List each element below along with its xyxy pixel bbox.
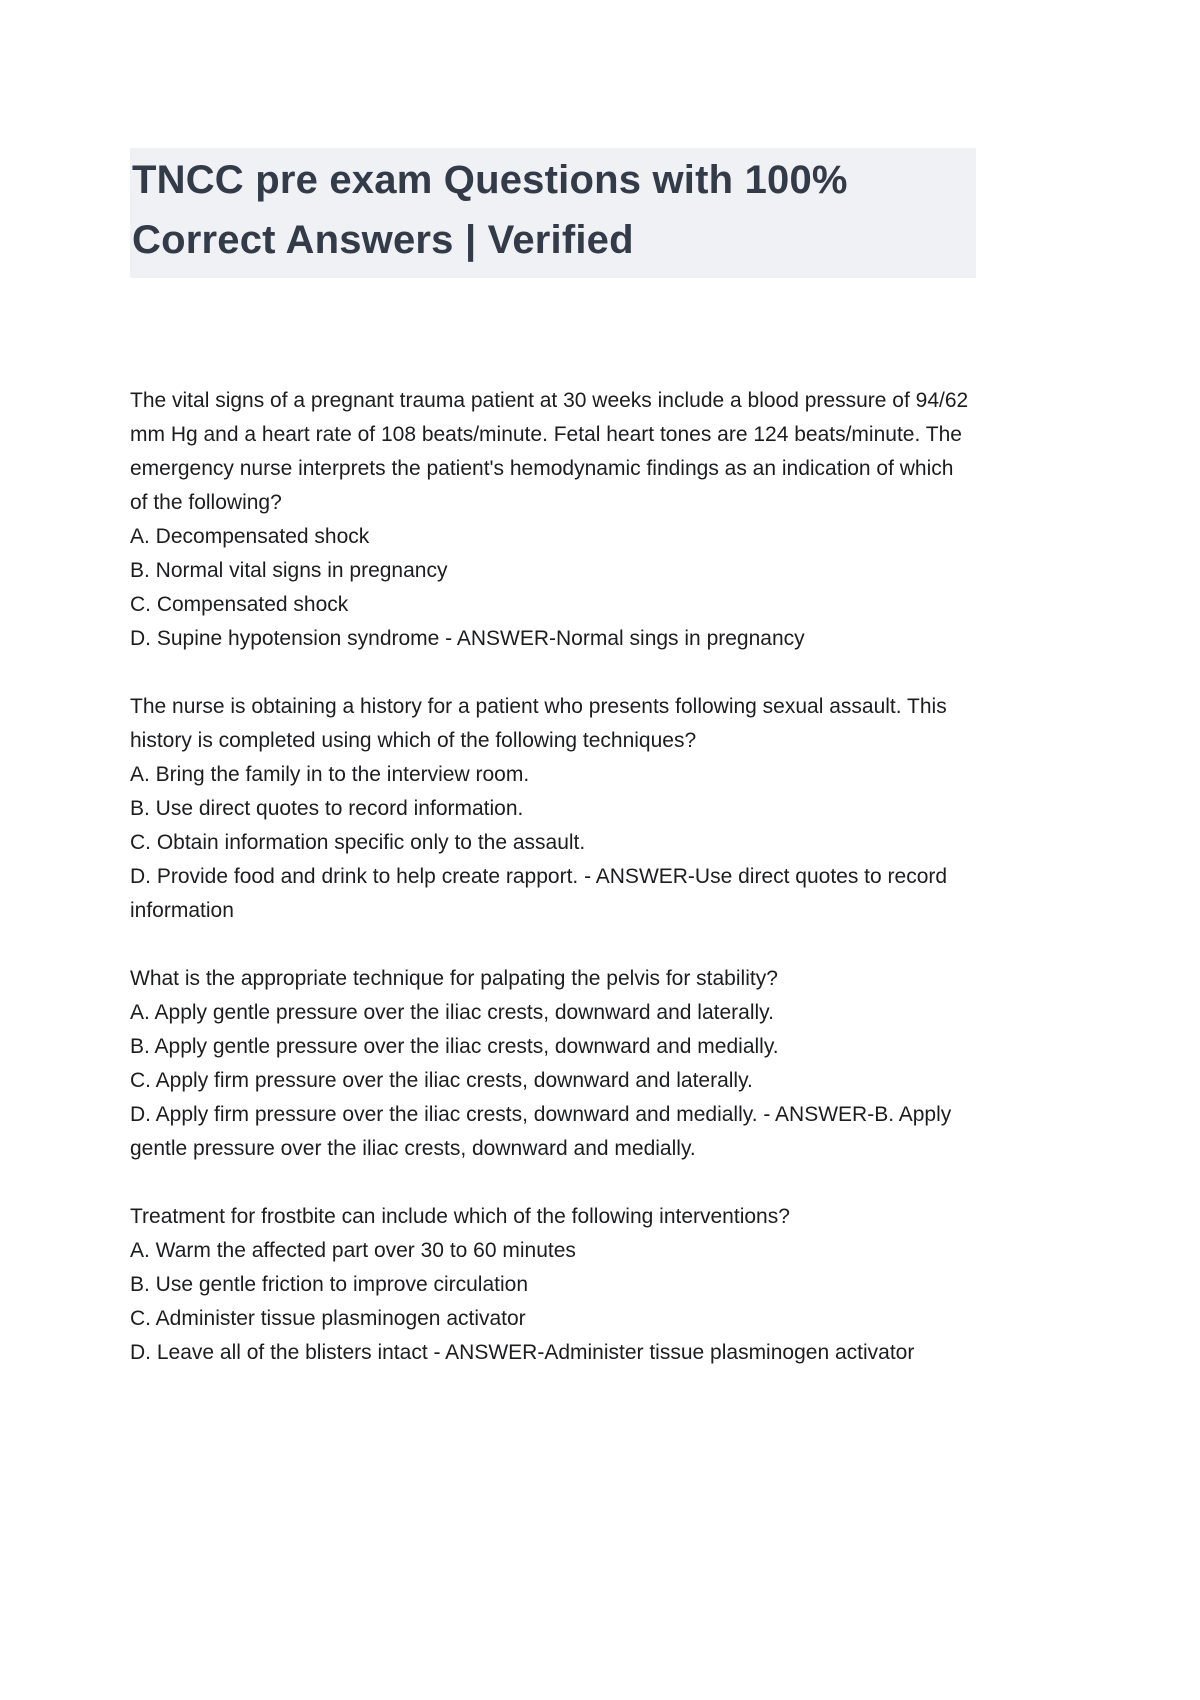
question-stem: The vital signs of a pregnant trauma patient at 30 weeks include a blood pressure of 94/62 mm Hg and a heart rate of 108 beats/minute. Fetal heart tones are 124 beats/minute. The emergency nurse interprets the patient's hemodynamic findings as an indication of which of the following? xyxy=(130,389,969,514)
option-line: D. Apply firm pressure over the iliac crests, downward and medially. - ANSWER-B. Apply gentle pressure over the iliac crests, downward and medially. xyxy=(130,1103,952,1160)
option-line: D. Provide food and drink to help create rapport. - ANSWER-Use direct quotes to record information xyxy=(130,865,948,922)
option-line: B. Use direct quotes to record information. xyxy=(130,797,524,820)
option-line: A. Warm the affected part over 30 to 60 minutes xyxy=(130,1239,576,1262)
option-line: D. Leave all of the blisters intact - ANSWER-Administer tissue plasminogen activator xyxy=(130,1341,915,1364)
option-line: A. Bring the family in to the interview room. xyxy=(130,763,530,786)
question-stem: Treatment for frostbite can include which of the following interventions? xyxy=(130,1205,790,1228)
question-stem: What is the appropriate technique for palpating the pelvis for stability? xyxy=(130,967,778,990)
question-block xyxy=(130,962,976,1166)
option-line: D. Supine hypotension syndrome - ANSWER-Normal sings in pregnancy xyxy=(130,627,805,650)
question-stem: The nurse is obtaining a history for a patient who presents following sexual assault. This history is completed using which of the following techniques? xyxy=(130,695,947,752)
question-block xyxy=(130,690,976,928)
question-list xyxy=(130,384,976,1370)
option-line: C. Apply firm pressure over the iliac crests, downward and laterally. xyxy=(130,1069,753,1092)
option-line: B. Normal vital signs in pregnancy xyxy=(130,559,448,582)
option-line: C. Obtain information specific only to the assault. xyxy=(130,831,586,854)
question-block xyxy=(130,384,976,656)
option-line: C. Compensated shock xyxy=(130,593,349,616)
document-title: TNCC pre exam Questions with 100% Correct Answers | Verified xyxy=(130,148,976,278)
option-line: A. Apply gentle pressure over the iliac crests, downward and laterally. xyxy=(130,1001,774,1024)
option-line: B. Use gentle friction to improve circulation xyxy=(130,1273,529,1296)
document-page xyxy=(130,148,976,1404)
question-block xyxy=(130,1200,976,1370)
option-line: B. Apply gentle pressure over the iliac crests, downward and medially. xyxy=(130,1035,779,1058)
option-line: A. Decompensated shock xyxy=(130,525,370,548)
option-line: C. Administer tissue plasminogen activator xyxy=(130,1307,526,1330)
